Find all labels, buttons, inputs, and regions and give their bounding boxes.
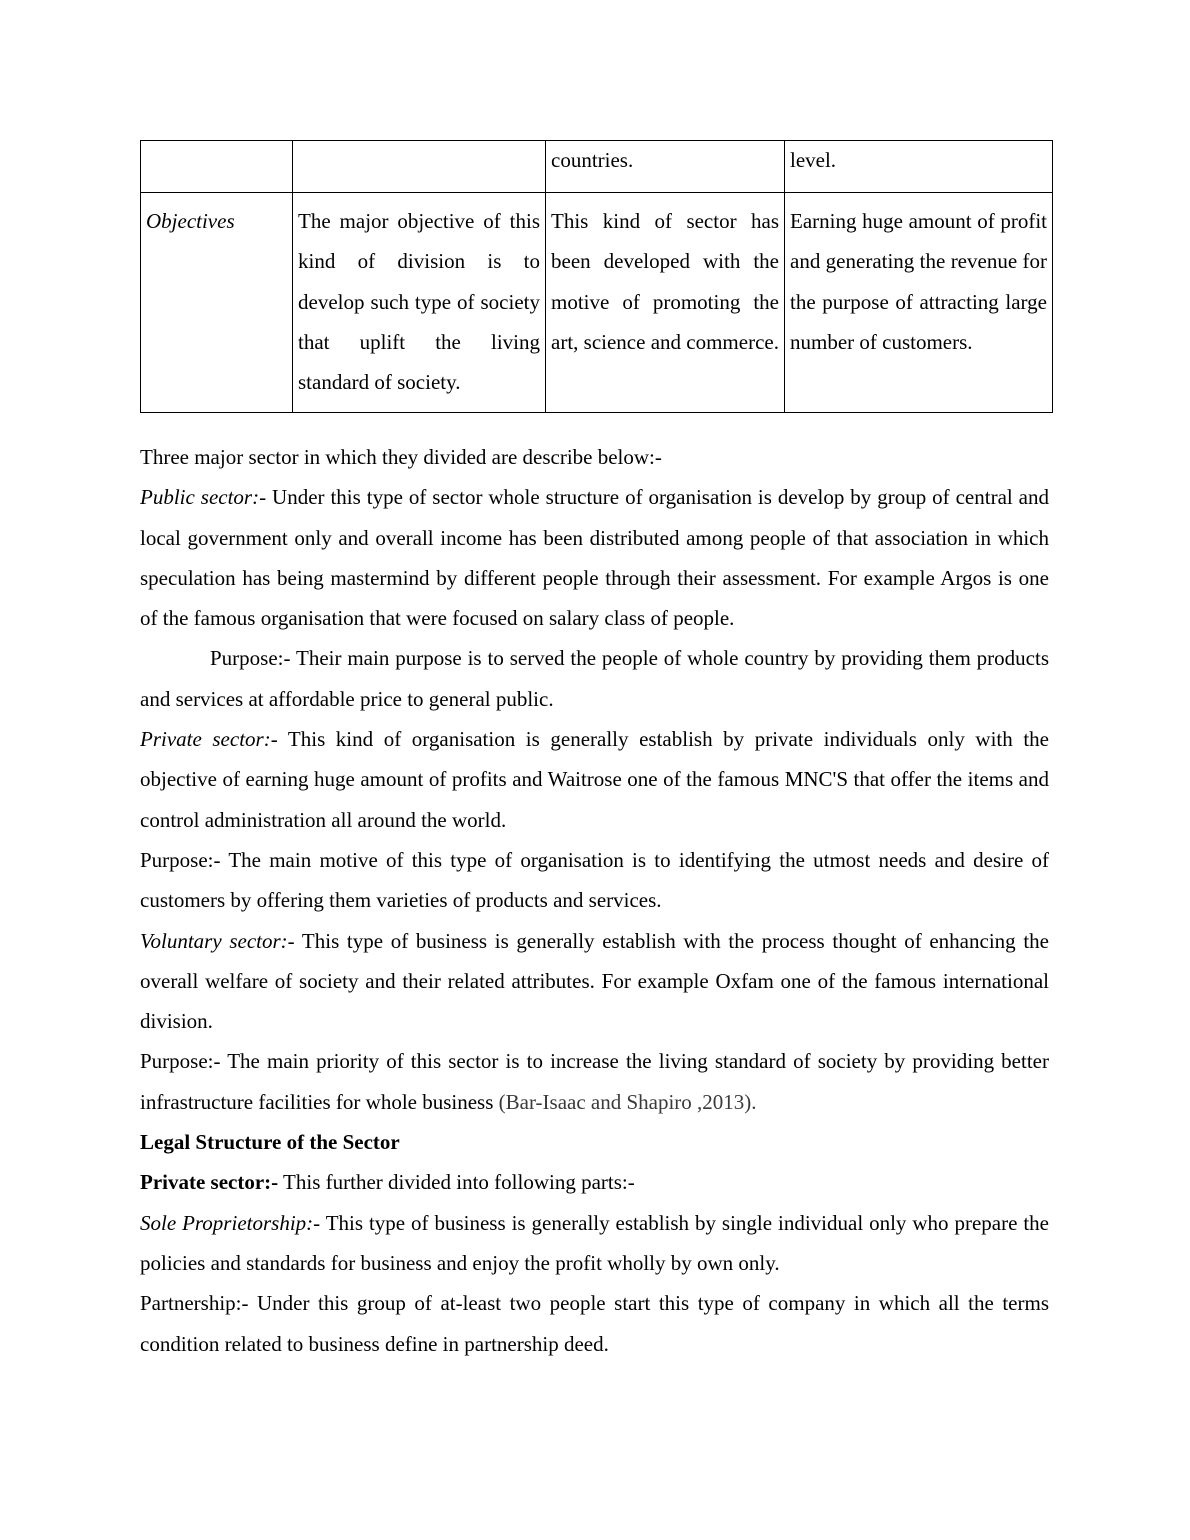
legal-private-label: Private sector:- <box>140 1170 279 1195</box>
private-purpose-paragraph: Purpose:- The main motive of this type of organisation is to identifying the utmost needs and desire of customers by offering them varieties of products and services. <box>140 847 1049 913</box>
table-cell <box>141 141 293 193</box>
partnership-paragraph: Partnership:- Under this group of at-least two people start this type of company in which all the terms condition related to business define in partnership deed. <box>140 1291 1049 1356</box>
table-cell <box>293 141 546 193</box>
citation: (Bar-Isaac and Shapiro ,2013). <box>498 1089 757 1114</box>
voluntary-sector-paragraph <box>140 921 1049 1042</box>
table-row-objectives <box>141 193 1053 413</box>
private-sector-paragraph <box>140 719 1049 840</box>
legal-structure-heading: Legal Structure of the Sector <box>140 1130 400 1155</box>
legal-private-text: This further divided into following parts:- <box>278 1170 635 1195</box>
table-row <box>141 141 1053 193</box>
voluntary-objective-cell: This kind of sector has been developed with the motive of promoting the art, science and commerce. <box>546 193 785 413</box>
public-sector-text: Under this type of sector whole structure of organisation is develop by group of central and local government only and overall income has been distributed among people of that association in which speculation has being mastermind by different people through their assessment. For example Argos is one of the famous organisation that were focused on salary class of people. <box>140 485 1049 631</box>
public-purpose-paragraph: Purpose:- Their main purpose is to served the people of whole country by providing them products and services at affordable price to general public. <box>140 646 1049 711</box>
intro-paragraph: Three major sector in which they divided are describe below:- <box>140 445 662 469</box>
table-cell: countries. <box>546 141 785 193</box>
private-sector-text: This kind of organisation is generally establish by private individuals only with the objective of earning huge amount of profits and Waitrose one of the famous MNC'S that offer the items and control administration all around the world. <box>140 727 1049 832</box>
public-sector-label: Public sector:- <box>140 485 267 510</box>
private-objective-cell: Earning huge amount of profit and generating the revenue for the purpose of attracting large number of customers. <box>785 193 1053 413</box>
public-objective-cell: The major objective of this kind of division is to develop such type of society that uplift the living standard of society. <box>293 193 546 413</box>
sole-proprietorship-text: This type of business is generally establish by single individual only who prepare the policies and standards for business and enjoy the profit wholly by own only. <box>140 1210 1049 1275</box>
sole-proprietorship-paragraph <box>140 1203 1049 1284</box>
table-cell: level. <box>785 141 1053 193</box>
sector-comparison-table <box>140 140 1053 413</box>
voluntary-purpose-paragraph <box>140 1041 1049 1122</box>
legal-private-paragraph <box>140 1162 1049 1202</box>
voluntary-purpose-text: Purpose:- The main priority of this sector is to increase the living standard of society by providing better infrastructure facilities for whole business <box>140 1049 1049 1114</box>
private-sector-label: Private sector:- <box>140 727 278 752</box>
sole-proprietorship-label: Sole Proprietorship:- <box>140 1210 321 1235</box>
body-text <box>140 437 1049 1364</box>
voluntary-sector-text: This type of business is generally establish with the process thought of enhancing the overall welfare of society and their related attributes. For example Oxfam one of the famous international division. <box>140 928 1049 1034</box>
objectives-label-cell: Objectives <box>141 193 293 413</box>
public-sector-paragraph <box>140 477 1049 638</box>
voluntary-sector-label: Voluntary sector:- <box>140 928 295 953</box>
